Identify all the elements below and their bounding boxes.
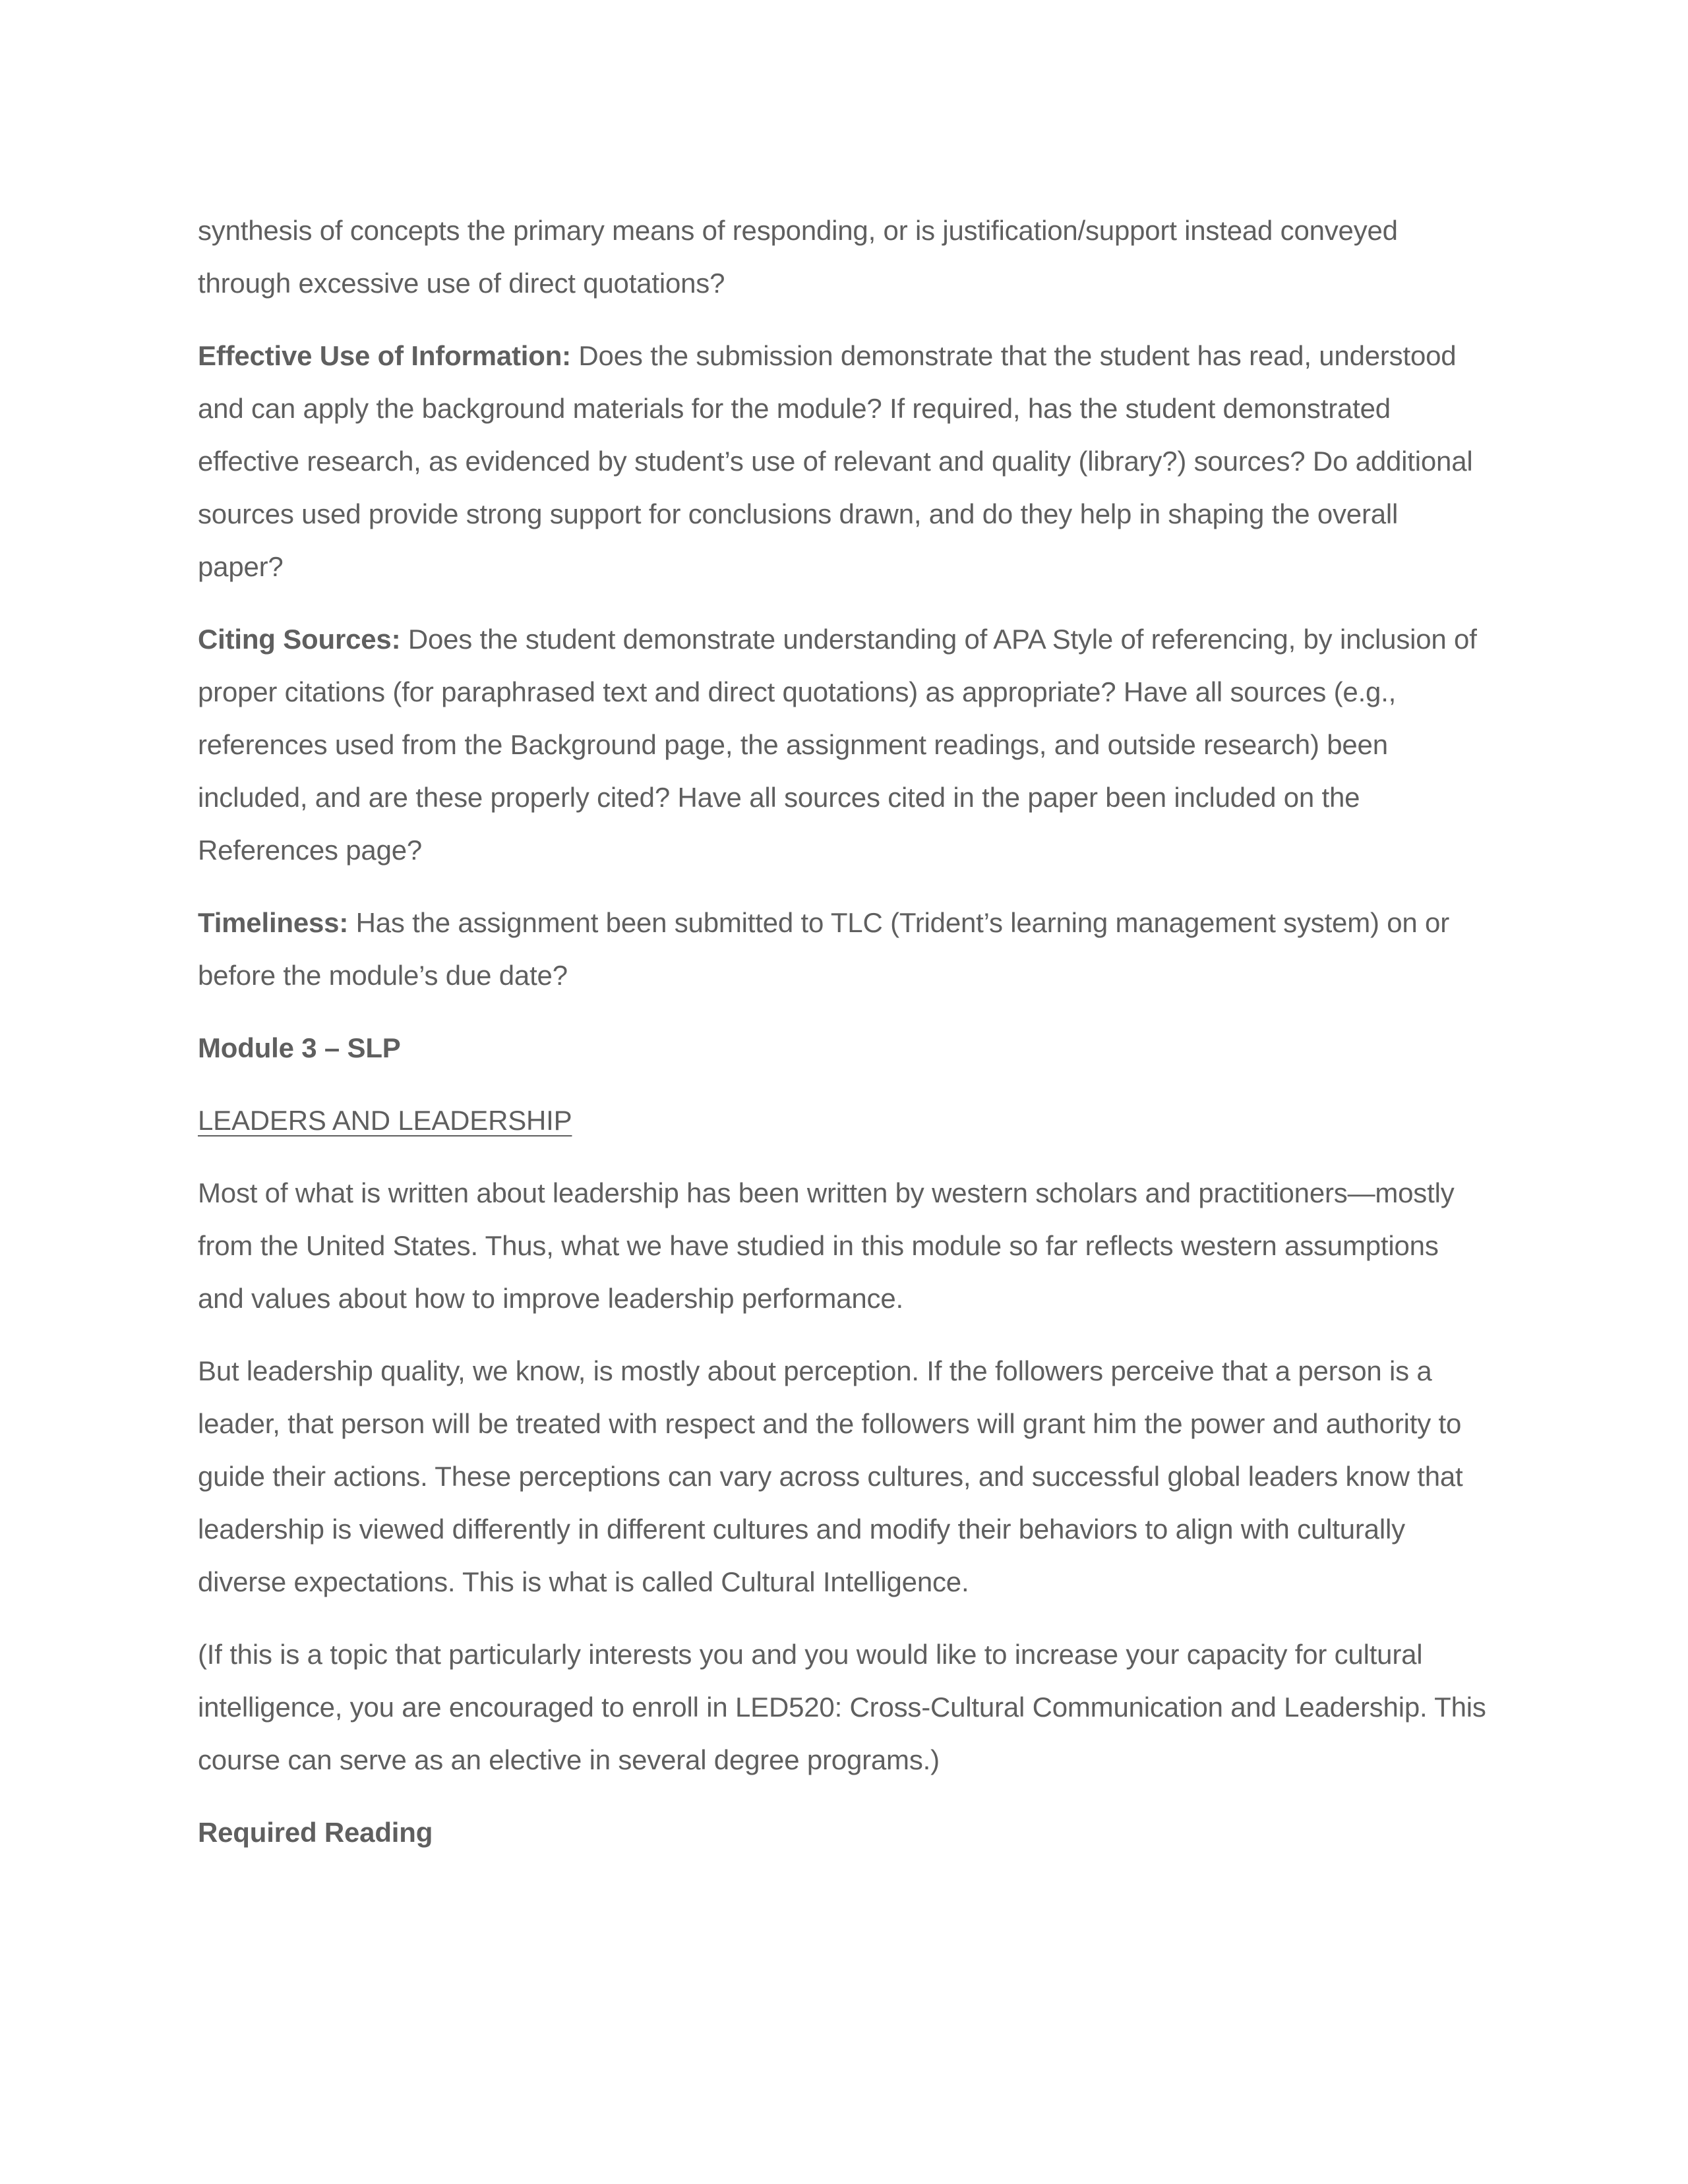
- intro-paragraph: synthesis of concepts the primary means of responding, or is justification/support instead conveyed through excessive use of direct quotations?: [198, 215, 1398, 299]
- required-reading-heading: Required Reading: [198, 1817, 433, 1848]
- criterion-label: Citing Sources:: [198, 624, 401, 655]
- body-paragraph: (If this is a topic that particularly interests you and you would like to increase your capacity for cultural intelligence, you are encouraged to enroll in LED520: Cross-Cultural Communication and Leadership. This course can serve as an elective in several degree programs.): [198, 1639, 1486, 1775]
- document-page: [198, 204, 1490, 1879]
- body-paragraph: Most of what is written about leadership has been written by western scholars and practitioners—mostly from the United States. Thus, what we have studied in this module so far reflects western assumptions and values about how to improve leadership performance.: [198, 1177, 1455, 1314]
- criterion-label: Timeliness:: [198, 907, 349, 938]
- section-title: LEADERS AND LEADERSHIP: [198, 1105, 572, 1136]
- criterion-text: Does the student demonstrate understanding of APA Style of referencing, by inclusion of proper citations (for paraphrased text and direct quotations) as appropriate? Have all sources (e.g., references used from the Background page, the assignment readings, and outside research) been included, and are these properly cited? Have all sources cited in the paper been included on the References page?: [198, 624, 1477, 866]
- criterion-effective-use-of-information: [198, 330, 1490, 593]
- criterion-text: Does the submission demonstrate that the student has read, understood and can apply the background materials for the module? If required, has the student demonstrated effective research, as evidenced by student’s use of relevant and quality (library?) sources? Do additional sources used provide strong support for conclusions drawn, and do they help in shaping the overall paper?: [198, 340, 1473, 582]
- criterion-citing-sources: [198, 613, 1490, 877]
- criterion-label: Effective Use of Information:: [198, 340, 571, 371]
- criterion-text: Has the assignment been submitted to TLC (Trident’s learning management system) on or before the module’s due date?: [198, 907, 1449, 991]
- body-paragraph: But leadership quality, we know, is mostly about perception. If the followers perceive that a person is a leader, that person will be treated with respect and the followers will grant him the power and authority to guide their actions. These perceptions can vary across cultures, and successful global leaders know that leadership is viewed differently in different cultures and modify their behaviors to align with culturally diverse expectations. This is what is called Cultural Intelligence.: [198, 1355, 1463, 1597]
- module-heading: Module 3 – SLP: [198, 1032, 401, 1063]
- criterion-timeliness: [198, 897, 1490, 1002]
